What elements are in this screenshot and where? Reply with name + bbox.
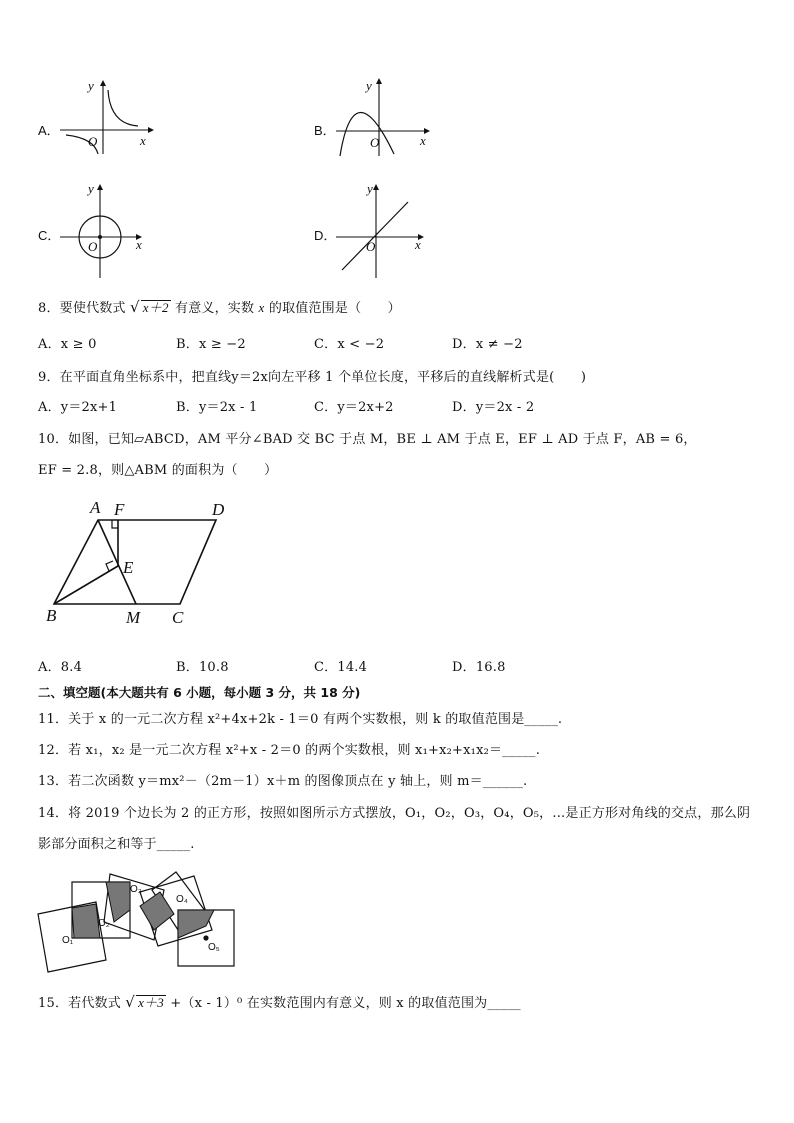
- graph-a-origin-label: O: [88, 134, 98, 149]
- fig10-label-m: M: [126, 608, 141, 627]
- q8-text-post: 有意义，实数: [175, 301, 255, 316]
- q15-radicand: x＋3: [138, 995, 164, 1010]
- question-14-line2: 影部分面积之和等于_____.: [38, 837, 195, 852]
- q8-text-end: 的取值范围是（ ）: [268, 301, 401, 316]
- q9-option-b: B．y＝2x - 1: [176, 400, 258, 415]
- question-10-line1: 10．如图，已知▱ABCD，AM 平分∠BAD 交 BC 于点 M，BE ⊥ AM 于点 E，EF ⊥ AD 于点 F，AB = 6，: [38, 432, 697, 447]
- graph-d-line: [334, 180, 434, 280]
- q8-option-a: A．x ≥ 0: [38, 337, 97, 352]
- question-11: 11．关于 x 的一元二次方程 x²+4x+2k - 1＝0 有两个实数根，则 k 的取值范围是_____.: [38, 712, 563, 727]
- q9-option-c: C．y＝2x+2: [314, 400, 394, 415]
- q10-option-b: B．10.8: [176, 660, 229, 675]
- graph-c-circle: [58, 180, 158, 280]
- question-8: [38, 297, 401, 316]
- section-2-heading: 二、填空题(本大题共有 6 小题，每小题 3 分，共 18 分): [38, 685, 361, 700]
- question-10-line2: EF = 2.8，则△ABM 的面积为（ ）: [38, 463, 278, 478]
- option-d-label: D．: [314, 228, 337, 243]
- option-b-label: B．: [314, 123, 336, 138]
- question-12: 12．若 x₁，x₂ 是一元二次方程 x²+x - 2＝0 的两个实数根，则 x₁+x₂+x₁x₂＝_____.: [38, 743, 541, 758]
- question-13: 13．若二次函数 y＝mx²－（2m－1）x＋m 的图像顶点在 y 轴上，则 m＝______.: [38, 774, 528, 789]
- fig10-label-e: E: [123, 558, 134, 577]
- q9-option-a: A．y＝2x+1: [38, 400, 118, 415]
- fig10-label-f: F: [114, 500, 125, 519]
- fig14-label-o4: O₄: [176, 894, 188, 905]
- q15-text-post: +（x - 1）⁰ 在实数范围内有意义，则 x 的取值范围为_____: [170, 996, 521, 1011]
- q9-option-d: D．y＝2x - 2: [452, 400, 535, 415]
- q8-option-b: B．x ≥ −2: [176, 337, 246, 352]
- question-9: 9．在平面直角坐标系中，把直线y＝2x向左平移 1 个单位长度，平移后的直线解析式是( ): [38, 370, 587, 385]
- fig14-label-o1: O₁: [62, 935, 74, 946]
- q10-option-a: A．8.4: [38, 660, 83, 675]
- graph-c-x-axis-label: x: [136, 237, 142, 252]
- q10-option-c: C．14.4: [314, 660, 368, 675]
- option-c-label: C．: [38, 228, 61, 243]
- graph-a-x-axis-label: x: [140, 133, 146, 148]
- question-15: [38, 992, 521, 1011]
- fig14-label-o5: O₅: [208, 942, 220, 953]
- squares-figure: [36, 866, 246, 976]
- graph-b-x-axis-label: x: [420, 133, 426, 148]
- q8-radicand: x＋2: [142, 300, 169, 315]
- fig14-label-o3: O₃: [130, 884, 142, 895]
- sqrt-icon: √: [125, 993, 136, 1011]
- question-14-line1: 14．将 2019 个边长为 2 的正方形，按照如图所示方式摆放，O₁，O₂，O₃，O₄，O₅，...是正方形对角线的交点，那么阴: [38, 806, 751, 821]
- fig14-label-o2: O₂: [98, 918, 110, 929]
- graph-d-x-axis-label: x: [415, 237, 421, 252]
- fig10-label-b: B: [46, 606, 57, 625]
- q15-text-pre: 15．若代数式: [38, 996, 121, 1011]
- fig10-label-a: A: [90, 498, 101, 517]
- graph-b-y-axis-label: y: [366, 78, 372, 93]
- fig10-label-d: D: [212, 500, 225, 519]
- sqrt-icon: √: [130, 298, 140, 316]
- q8-var: x: [258, 300, 265, 315]
- graph-d-origin-label: O: [366, 239, 376, 254]
- fig10-label-c: C: [172, 608, 184, 627]
- option-a-label: A．: [38, 123, 60, 138]
- graph-d-y-axis-label: y: [367, 181, 373, 196]
- graph-b-parabola: [334, 76, 434, 160]
- q8-text-pre: 8．要使代数式: [38, 301, 126, 316]
- graph-c-y-axis-label: y: [88, 181, 94, 196]
- q8-option-d: D．x ≠ −2: [452, 337, 523, 352]
- q10-option-d: D．16.8: [452, 660, 506, 675]
- graph-c-origin-label: O: [88, 239, 98, 254]
- q8-option-c: C．x < −2: [314, 337, 385, 352]
- graph-a-y-axis-label: y: [88, 78, 94, 93]
- graph-b-origin-label: O: [370, 135, 380, 150]
